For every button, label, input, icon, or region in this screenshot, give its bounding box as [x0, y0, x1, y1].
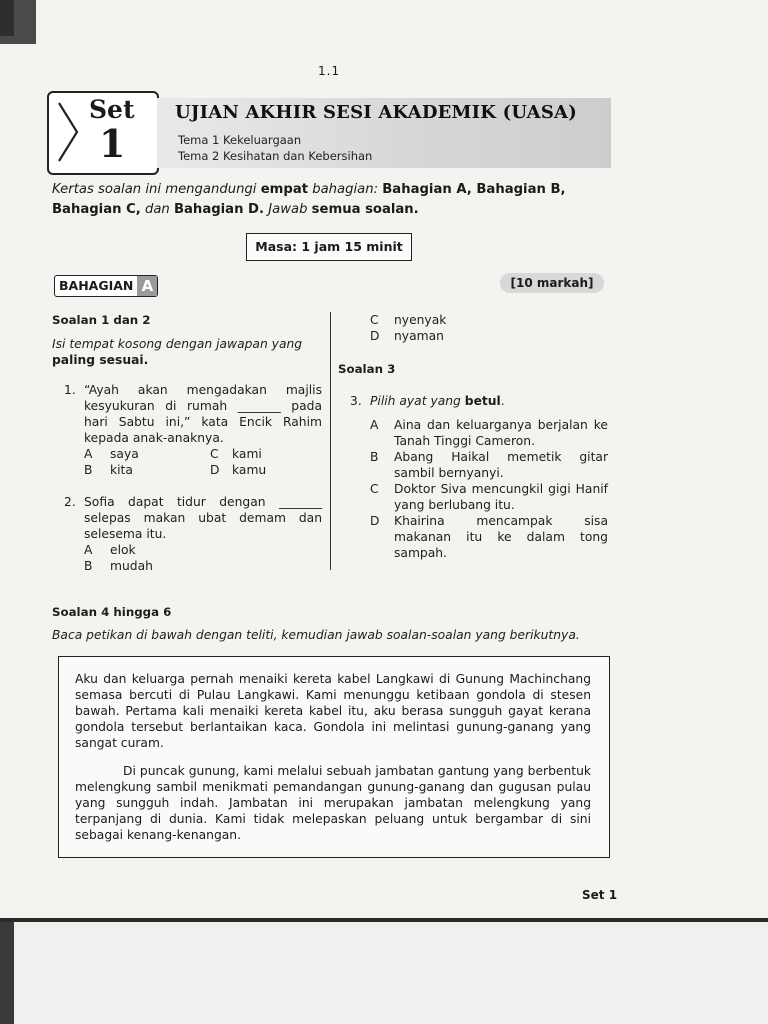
option-text: elok — [110, 543, 136, 557]
option-letter: A — [84, 447, 93, 461]
option-letter: D — [370, 514, 380, 528]
footer-set-label: Set 1 — [582, 888, 618, 902]
time-allowed-box: Masa: 1 jam 15 minit — [246, 233, 412, 261]
set-label: Set — [89, 95, 135, 124]
option-letter: D — [370, 329, 380, 343]
option-text: mudah — [110, 559, 153, 573]
passage-paragraph-2: Di puncak gunung, kami melalui sebuah jambatan gantung yang berbentuk melengkung sambil menikmati pemandangan gunung-ganang dan gugusan pulau yang sungguh indah. Jambatan ini merupakan jambatan melengkung yang terpanjang di dunia. Kami tidak melepaskan peluang untuk bergambar di sini sebagai kenang-kenangan. — [75, 764, 591, 842]
set-badge — [47, 91, 159, 175]
option-letter: C — [370, 482, 379, 496]
tema-1: Tema 1 Kekeluargaan — [178, 133, 302, 147]
question-number: 3. — [350, 394, 362, 408]
option-letter: C — [370, 313, 379, 327]
paper-instructions: Kertas soalan ini mengandungi empat bahagian: Bahagian A, Bahagian B, Bahagian C, dan Bahagian D. Jawab semua soalan. — [52, 182, 566, 217]
scanned-page: 1.1 Set 1 UJIAN AKHIR SESI AKADEMIK (UASA) Tema 1 Kekeluargaan Tema 2 Kesihatan dan Kebersihan Kertas soalan ini mengandungi empat bahagian: Bahagian A, Bahagian B, Bahagian C, dan Bahagian D. Jawab semua soalan. Masa: 1 jam 15 minit BAHAGIAN A [10 markah] Soalan 1 dan 2 Isi tempat kosong dengan jawapan yang paling sesuai. 1. “Ayah akan mengadakan majlis kesyukuran di rumah _______ pada hari Sabtu ini,” kata Encik Rahim kepada anak-anaknya. A saya B kita C kami D kamu 2. Sofia dapat tidur dengan _______ selepas makan ubat demam dan selesema itu. A elok B mudah C nyenyak D nyaman Soalan 3 3. Pilih ayat yang betul. A Aina dan keluarganya berjalan ke Tanah Tinggi Cameron. B Abang Haikal memetik gitar sambil bernyanyi. C Doktor Siva mencungkil gigi Hanif yang berlubang itu. D Khairina mencampak sisa makanan itu ke dalam tong sampah. Soalan 4 hingga 6 Baca petikan di bawah dengan teliti, kemudian jawab soalan-soalan yang berikutnya. Aku dan keluarga pernah menaiki kereta kabel Langkawi di Gunung Machinchang semasa bercuti di Pulau Langkawi. Kami menunggu ketibaan gondola di stesen bawah. Pertama kali menaiki kereta kabel itu, aku berasa sungguh gayat kerana gondola tersebut berlantaikan kaca. Gondola ini melintasi gunung-ganang yang sangat curam. Di puncak gunung, kami melalui sebuah jambatan gantung yang berbentuk melengkung sambil menikmati pemandangan gunung-ganang dan gugusan pulau yang sungguh indah. Jambatan ini merupakan jambatan melengkung yang terpanjang di dunia. Kami tidak melepaskan peluang untuk bergambar di sini sebagai kenang-kenangan. Set 1 — [0, 0, 768, 1024]
option-text: kita — [110, 463, 133, 477]
option-text: nyenyak — [394, 313, 447, 327]
option-letter: C — [210, 447, 219, 461]
page-edge — [0, 918, 768, 922]
page-number: 1.1 — [318, 64, 341, 78]
question-number: 1. — [64, 383, 76, 397]
question-group-heading: Soalan 4 hingga 6 — [52, 605, 172, 619]
option-letter: A — [84, 543, 93, 557]
question-group-heading: Soalan 1 dan 2 — [52, 313, 151, 327]
option-letter: D — [210, 463, 220, 477]
option-text: saya — [110, 447, 139, 461]
chevron-right-icon — [55, 99, 83, 165]
column-divider — [330, 312, 331, 570]
passage-instruction: Baca petikan di bawah dengan teliti, kemudian jawab soalan-soalan yang berikutnya. — [52, 628, 580, 642]
reading-passage-box — [58, 656, 610, 858]
section-label: BAHAGIAN A — [54, 275, 158, 297]
section-letter: A — [137, 276, 157, 296]
next-page-strip — [0, 918, 768, 1024]
question-number: 2. — [64, 495, 76, 509]
scan-edge-shadow — [0, 922, 14, 1024]
section-marks: [10 markah] — [500, 273, 604, 293]
set-number: 1 — [99, 121, 126, 166]
passage-paragraph-1: Aku dan keluarga pernah menaiki kereta kabel Langkawi di Gunung Machinchang semasa bercuti di Pulau Langkawi. Kami menunggu ketibaan gondola di stesen bawah. Pertama kali menaiki kereta kabel itu, aku berasa sungguh gayat kerana gondola tersebut berlantaikan kaca. Gondola ini melintasi gunung-ganang yang sangat curam. — [75, 672, 591, 750]
option-letter: B — [84, 559, 93, 573]
tema-2: Tema 2 Kesihatan dan Kebersihan — [178, 149, 373, 163]
option-text: kamu — [232, 463, 267, 477]
option-letter: B — [370, 450, 379, 464]
question-prompt: Pilih ayat yang betul. — [370, 394, 505, 408]
option-text: kami — [232, 447, 262, 461]
instruction-text: Isi tempat kosong dengan jawapan yang paling sesuai. — [52, 337, 303, 367]
exam-title: UJIAN AKHIR SESI AKADEMIK (UASA) — [175, 102, 577, 123]
option-letter: B — [84, 463, 93, 477]
question-group-heading: Soalan 3 — [338, 362, 396, 376]
scan-corner-shadow — [0, 0, 36, 44]
option-letter: A — [370, 418, 379, 432]
option-text: nyaman — [394, 329, 444, 343]
